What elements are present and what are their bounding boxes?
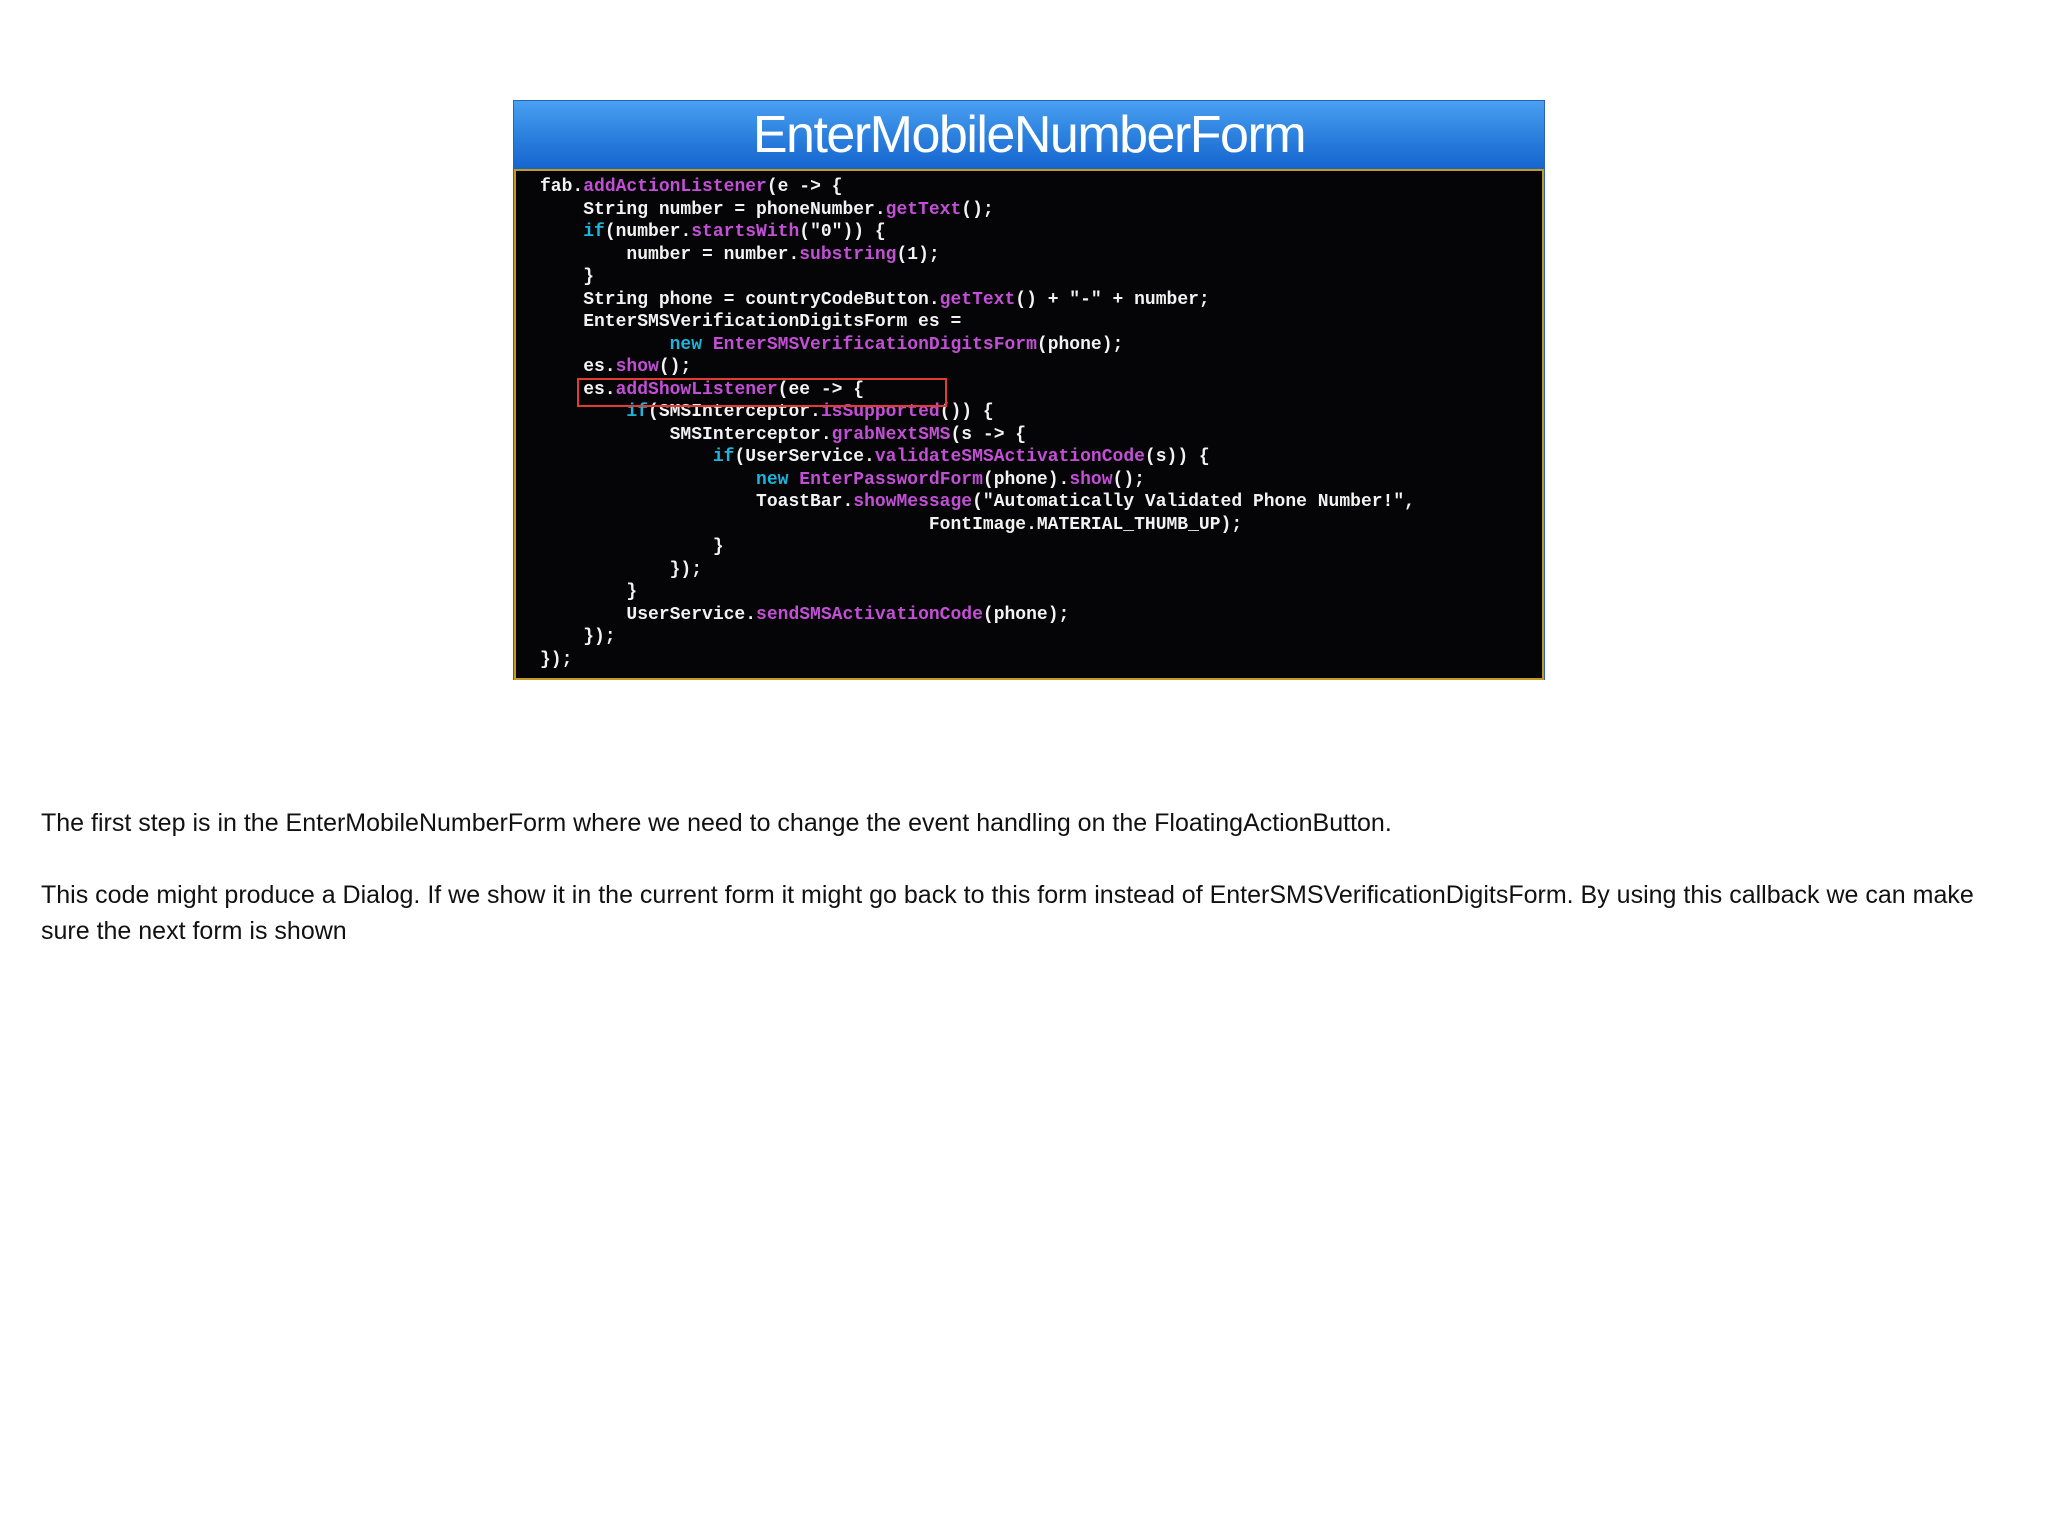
code-token: ();	[658, 357, 692, 377]
code-token: number = number.	[540, 244, 800, 265]
code-token: (s)) {	[1144, 447, 1210, 467]
code-method-token: getText	[939, 289, 1016, 310]
code-token: });	[540, 649, 573, 670]
code-line	[540, 424, 1415, 447]
code-line	[540, 176, 1415, 199]
code-method-token: show	[615, 357, 659, 377]
highlight-box	[577, 378, 947, 407]
code-token: (e -> {	[766, 177, 843, 197]
code-line	[540, 199, 1415, 222]
code-keyword-token: new	[756, 469, 789, 490]
code-panel	[514, 169, 1544, 680]
code-line	[540, 559, 1415, 582]
code-method-token: validateSMSActivationCode	[874, 447, 1145, 467]
code-line	[540, 536, 1415, 559]
code-line	[540, 334, 1415, 357]
code-method-token: addShowListener	[615, 379, 778, 400]
code-line	[540, 604, 1415, 627]
speaker-notes	[41, 805, 2021, 985]
code-token: ();	[1112, 469, 1145, 490]
code-method-token: EnterPasswordForm	[799, 469, 983, 490]
code-token: (ee -> {	[777, 379, 865, 400]
code-line	[540, 446, 1415, 469]
code-line	[540, 491, 1415, 514]
code-token: }	[540, 537, 724, 557]
code-line	[540, 244, 1415, 267]
code-token: }	[540, 582, 638, 602]
code-token: es.	[540, 379, 616, 400]
code-token: EnterSMSVerificationDigitsForm es =	[540, 312, 962, 332]
code-keyword-token: if	[712, 447, 735, 467]
code-line	[540, 289, 1415, 312]
code-token	[702, 335, 713, 355]
code-line	[540, 311, 1415, 334]
code-token: });	[540, 559, 703, 580]
code-keyword-token: if	[583, 222, 605, 242]
code-method-token: addActionListener	[583, 177, 767, 197]
code-method-token: isSupported	[820, 402, 940, 422]
code-method-token: startsWith	[691, 222, 800, 242]
code-token: (1);	[896, 244, 940, 265]
code-method-token: show	[1069, 469, 1113, 490]
code-token: }	[540, 267, 595, 287]
code-method-token: grabNextSMS	[831, 424, 951, 445]
code-token: String phone = countryCodeButton.	[540, 289, 940, 310]
code-line	[540, 356, 1415, 379]
code-token	[788, 470, 799, 490]
code-token: ("Automatically Validated Phone Number!",	[972, 492, 1415, 512]
notes-paragraph-2: This code might produce a Dialog. If we show it in the current form it might go back to this form instead of EnterSMSVerificationDigitsForm. By using this callback we can make sure the next form is shown	[41, 881, 1974, 945]
code-token: String number = phoneNumber.	[540, 199, 886, 220]
code-token: es.	[540, 357, 616, 377]
code-token: (phone);	[1036, 334, 1124, 355]
code-line	[540, 514, 1415, 537]
code-line	[540, 626, 1415, 649]
code-token	[540, 335, 670, 355]
code-token: (s -> {	[950, 424, 1027, 445]
code-method-token: getText	[885, 199, 962, 220]
code-token: FontImage.MATERIAL_THUMB_UP);	[540, 514, 1243, 535]
notes-paragraph-1: The first step is in the EnterMobileNumberForm where we need to change the event handling on the FloatingActionButton.	[41, 809, 1392, 837]
code-line	[540, 221, 1415, 244]
code-token: () + "-" + number;	[1015, 289, 1210, 310]
code-token: ();	[961, 199, 994, 220]
code-method-token: showMessage	[853, 492, 973, 512]
code-token	[540, 447, 713, 467]
code-token: ToastBar.	[540, 492, 854, 512]
code-line	[540, 649, 1415, 672]
code-keyword-token: if	[626, 402, 649, 422]
code-token: (phone);	[982, 604, 1070, 625]
code-token: fab.	[540, 177, 584, 197]
code-keyword-token: new	[669, 334, 703, 355]
code-token: });	[540, 627, 616, 647]
code-line	[540, 581, 1415, 604]
code-token	[540, 470, 756, 490]
code-token: (UserService.	[734, 447, 875, 467]
code-method-token: EnterSMSVerificationDigitsForm	[712, 334, 1037, 355]
code-token: SMSInterceptor.	[540, 424, 832, 445]
slide-title: EnterMobileNumberForm	[514, 101, 1544, 169]
slide	[513, 100, 1545, 680]
code-token: UserService.	[540, 604, 757, 625]
code-token	[540, 222, 583, 242]
code-token: (number.	[604, 222, 692, 242]
code-method-token: substring	[799, 244, 897, 265]
code-token: (phone).	[982, 469, 1070, 490]
code-method-token: sendSMSActivationCode	[756, 604, 983, 625]
code-token: (SMSInterceptor.	[648, 402, 821, 422]
code-token: ("0")) {	[799, 222, 886, 242]
code-line	[540, 266, 1415, 289]
code-token: ()) {	[939, 402, 994, 422]
code-line	[540, 469, 1415, 492]
code-block	[540, 176, 1415, 671]
